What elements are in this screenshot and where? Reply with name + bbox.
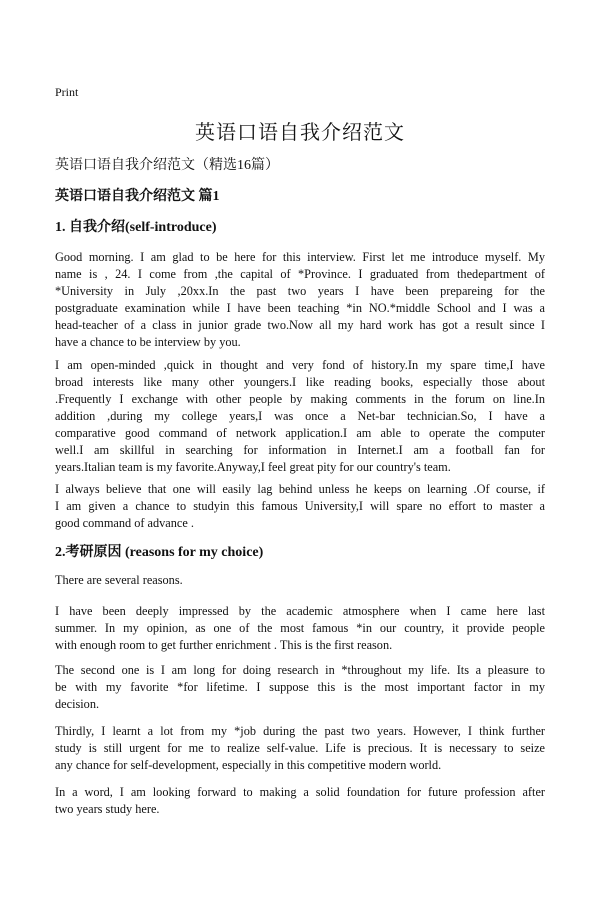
text-line: name is , 24. I come from ,the capital of *Province. I graduated from thedepartment of xyxy=(55,267,545,281)
text-line: head-teacher of a class in junior grade two.Now all my hard work has got a result since I xyxy=(55,318,545,332)
text-line: be with my favorite *for lifetime. I suppose this is the most important factor in my xyxy=(55,680,545,694)
text-line: postgraduate examination while I have been teaching *in NO.*middle School and I was a xyxy=(55,301,545,315)
text-line: decision. xyxy=(55,697,100,711)
document-title: 英语口语自我介绍范文 xyxy=(195,122,405,144)
text-line: I am open-minded ,quick in thought and very fond of history.In my spare time,I have xyxy=(55,358,545,372)
print-label: Print xyxy=(55,85,79,99)
text-line: Thirdly, I learnt a lot from my *job during the past two years. However, I think further xyxy=(55,724,545,738)
text-line: I always believe that one will easily lag behind unless he keeps on learning .Of course, if xyxy=(55,482,545,496)
text-line: The second one is I am long for doing research in *throughout my life. Its a pleasure to xyxy=(55,663,545,677)
section2-paragraph-2 xyxy=(55,603,545,654)
text-line: any chance for self-development, especially in this competitive modern world. xyxy=(55,758,442,772)
text-line: well.I am skillful in searching for information in Internet.I am a football fan for xyxy=(55,443,545,457)
section1-paragraph-2 xyxy=(55,357,545,476)
text-line: summer. In my opinion, as one of the most famous *in our country, it provide people xyxy=(55,621,545,635)
text-line: good command of advance . xyxy=(55,516,194,530)
text-line: two years study here. xyxy=(55,802,160,816)
text-line: I am given a chance to studyin this famous University,I will spare no effort to master a xyxy=(55,499,545,513)
section2-paragraph-1 xyxy=(55,572,545,589)
text-line: I have been deeply impressed by the academic atmosphere when I came here last xyxy=(55,604,545,618)
text-line: years.Italian team is my favorite.Anyway,I feel great pity for our country's team. xyxy=(55,460,451,474)
text-line: comparative good command of network application.I am able to operate the computer xyxy=(55,426,545,440)
section2-paragraph-5 xyxy=(55,784,545,818)
section2-paragraph-3 xyxy=(55,662,545,713)
section2-heading: 2.考研原因 (reasons for my choice) xyxy=(55,545,264,560)
section1-paragraph-3 xyxy=(55,481,545,532)
text-line: with enough room to get further enrichment . This is the first reason. xyxy=(55,638,393,652)
section1-paragraph-1 xyxy=(55,249,545,351)
article-heading: 英语口语自我介绍范文 篇1 xyxy=(55,189,220,204)
text-line: *University in July ,20xx.In the past two years I have been prepareing for the xyxy=(55,284,545,298)
text-line: have a chance to be interview by you. xyxy=(55,335,241,349)
text-line: .Frequently I exchange with other people by making comments in the forum on line.In xyxy=(55,392,545,406)
text-line: addition ,during my college years,I was once a Net-bar technician.So, I have a xyxy=(55,409,545,423)
text-line: broad interests like many other youngers.I like reading books, especially those about xyxy=(55,375,545,389)
text-line: In a word, I am looking forward to making a solid foundation for future profession after xyxy=(55,785,545,799)
section2-paragraph-4 xyxy=(55,723,545,774)
text-line: study is still urgent for me to realize self-value. Life is precious. It is necessary to seize xyxy=(55,741,545,755)
document-subtitle: 英语口语自我介绍范文（精选16篇） xyxy=(55,158,279,173)
section1-heading: 1. 自我介绍(self-introduce) xyxy=(55,220,217,235)
text-line: There are several reasons. xyxy=(55,573,183,587)
text-line: Good morning. I am glad to be here for this interview. First let me introduce myself. My xyxy=(55,250,545,264)
